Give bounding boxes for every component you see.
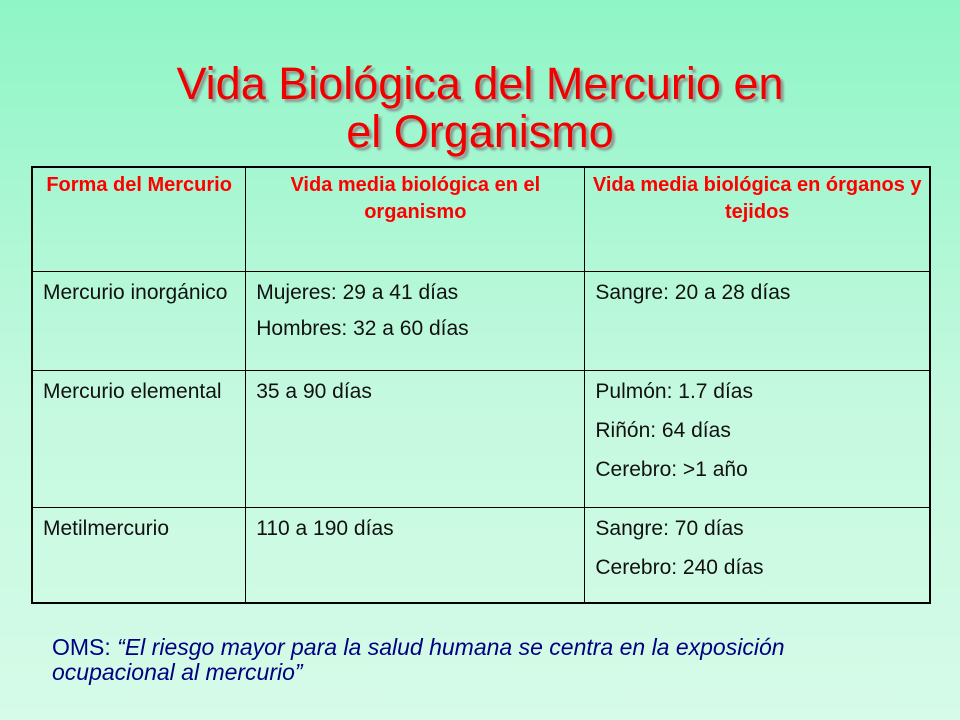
cell-organism: [246, 507, 585, 603]
cell-form: Mercurio inorgánico: [32, 271, 246, 370]
organs-value: Sangre: 70 días: [595, 516, 744, 540]
cell-organs: [585, 271, 930, 370]
oms-footnote: [52, 635, 912, 685]
organs-value: Riñón: 64 días: [595, 418, 731, 442]
header-organism-half-life: Vida media biológica en el organismo: [246, 167, 585, 271]
cell-form: Mercurio elemental: [32, 370, 246, 507]
organs-value: Pulmón: 1.7 días: [595, 379, 753, 403]
cell-form: Metilmercurio: [32, 507, 246, 603]
footnote-quote: “El riesgo mayor para la salud humana se centra en la exposición ocupacional al mercurio”: [52, 634, 785, 685]
title-line-2: el Organismo: [346, 106, 614, 158]
table-header-row: [32, 167, 930, 271]
cell-organs: [585, 507, 930, 603]
slide-title: [0, 60, 960, 156]
organism-value: 110 a 190 días: [256, 516, 394, 540]
organism-value: 35 a 90 días: [256, 379, 372, 403]
half-life-table: [31, 166, 931, 604]
header-mercury-form: Forma del Mercurio: [32, 167, 246, 271]
organs-value: Cerebro: 240 días: [595, 555, 764, 579]
cell-organism: [246, 370, 585, 507]
footnote-prefix: OMS:: [52, 634, 118, 660]
organism-value: Mujeres: 29 a 41 días: [256, 280, 459, 304]
organs-value: Sangre: 20 a 28 días: [595, 280, 791, 304]
organs-value: Cerebro: >1 año: [595, 457, 748, 481]
table-row: [32, 271, 930, 370]
title-line-1: Vida Biológica del Mercurio en: [176, 58, 784, 110]
header-organs-half-life: Vida media biológica en órganos y tejidos: [585, 167, 930, 271]
cell-organism: [246, 271, 585, 370]
table-row: [32, 507, 930, 603]
organism-value: Hombres: 32 a 60 días: [256, 316, 469, 340]
cell-organs: [585, 370, 930, 507]
table-row: [32, 370, 930, 507]
